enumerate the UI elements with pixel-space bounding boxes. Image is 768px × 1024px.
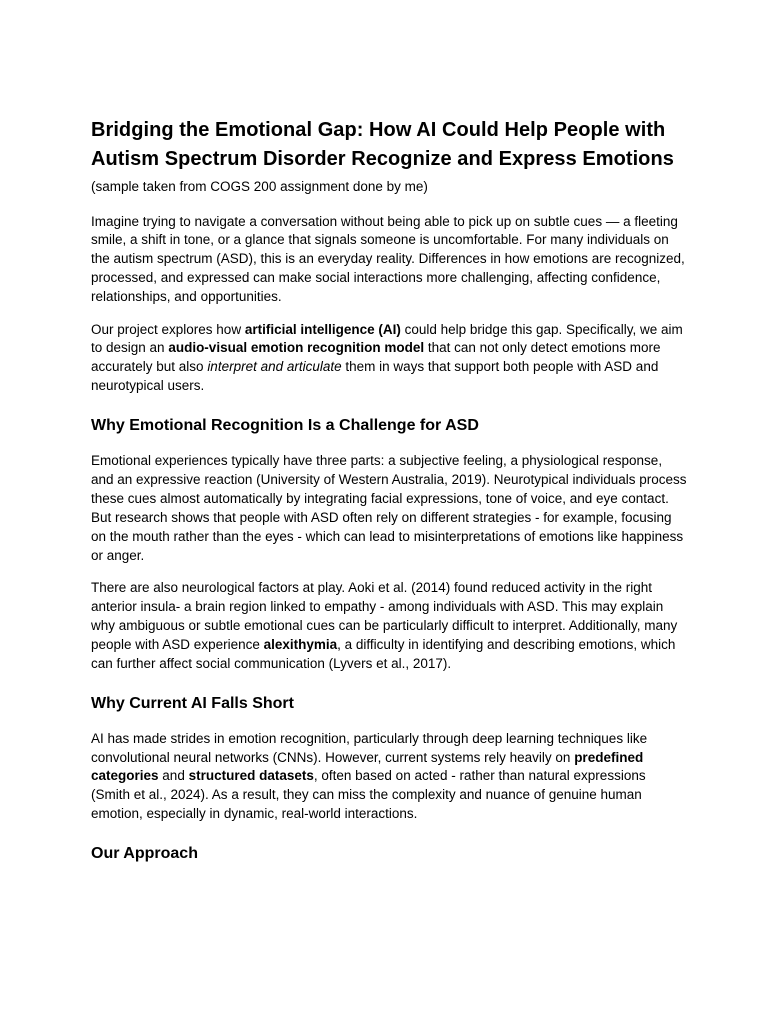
italic-phrase: interpret and articulate: [207, 359, 342, 375]
intro-paragraph-1: Imagine trying to navigate a conversation without being able to pick up on subtle cues — a fleeting smile, a shift in tone, or a glance that signals someone is uncomfortable. For many individuals on the autism spectrum (ASD), this is an everyday reality. Differences in how emotions are recognized, processed, and expressed can make social interactions more challenging, affecting confidence, relationships, and opportunities.: [91, 213, 685, 305]
document-title: Bridging the Emotional Gap: How AI Could Help People with Autism Spectrum Disorder Recognize and Express Emotions: [91, 119, 674, 170]
text-run: them in ways that support both people with ASD and neurotypical users.: [91, 359, 659, 394]
section-heading-our-approach: Our Approach: [91, 845, 198, 863]
text-run: , a difficulty in identifying and describing emotions, which can further affect social communication (Lyvers et al., 2017).: [91, 636, 676, 671]
bold-term-categories: predefined categories: [91, 749, 644, 784]
section1-paragraph-1: Emotional experiences typically have three parts: a subjective feeling, a physiological response, and an expressive reaction (University of Western Australia, 2019). Neurotypical individuals process these cues almost automatically by integrating facial expressions, tone of voice, and eye contact. But research shows that people with ASD often rely on different strategies - for example, focusing on the mouth rather than the eyes - which can lead to misinterpretations of emotions like happiness or anger.: [91, 453, 687, 563]
text-run: and: [158, 768, 189, 784]
intro-paragraph-2: [91, 321, 687, 397]
document-body: [91, 116, 687, 880]
document-subtitle: (sample taken from COGS 200 assignment done by me): [91, 179, 428, 194]
text-run: that can not only detect emotions more accurately but also: [91, 340, 661, 375]
section-heading-asd-challenge: Why Emotional Recognition Is a Challenge for ASD: [91, 417, 479, 435]
text-run: There are also neurological factors at play. Aoki et al. (2014) found reduced activity in the right anterior insula- a brain region linked to empathy - among individuals with ASD. This may explain why ambiguous or subtle emotional cues can be particularly difficult to interpret. Additionally, many people with ASD experience: [91, 580, 678, 652]
bold-term-alexithymia: alexithymia: [263, 636, 338, 652]
section-heading-ai-falls-short: Why Current AI Falls Short: [91, 694, 294, 712]
bold-term-datasets: structured datasets: [188, 768, 314, 784]
text-run: , often based on acted - rather than natural expressions (Smith et al., 2024). As a result, they can miss the complexity and nuance of genuine human emotion, especially in dynamic, real-world interactions.: [91, 768, 646, 822]
text-run: Our project explores how: [91, 321, 245, 337]
section2-paragraph-1: [91, 730, 687, 825]
section1-paragraph-2: [91, 579, 687, 674]
bold-term-model: audio-visual emotion recognition model: [168, 340, 425, 356]
text-run: AI has made strides in emotion recognition, particularly through deep learning techniques like convolutional neural networks (CNNs). However, current systems rely heavily on: [91, 730, 648, 765]
bold-term-ai: artificial intelligence (AI): [244, 321, 401, 337]
text-run: could help bridge this gap. Specifically, we aim to design an: [91, 321, 683, 356]
